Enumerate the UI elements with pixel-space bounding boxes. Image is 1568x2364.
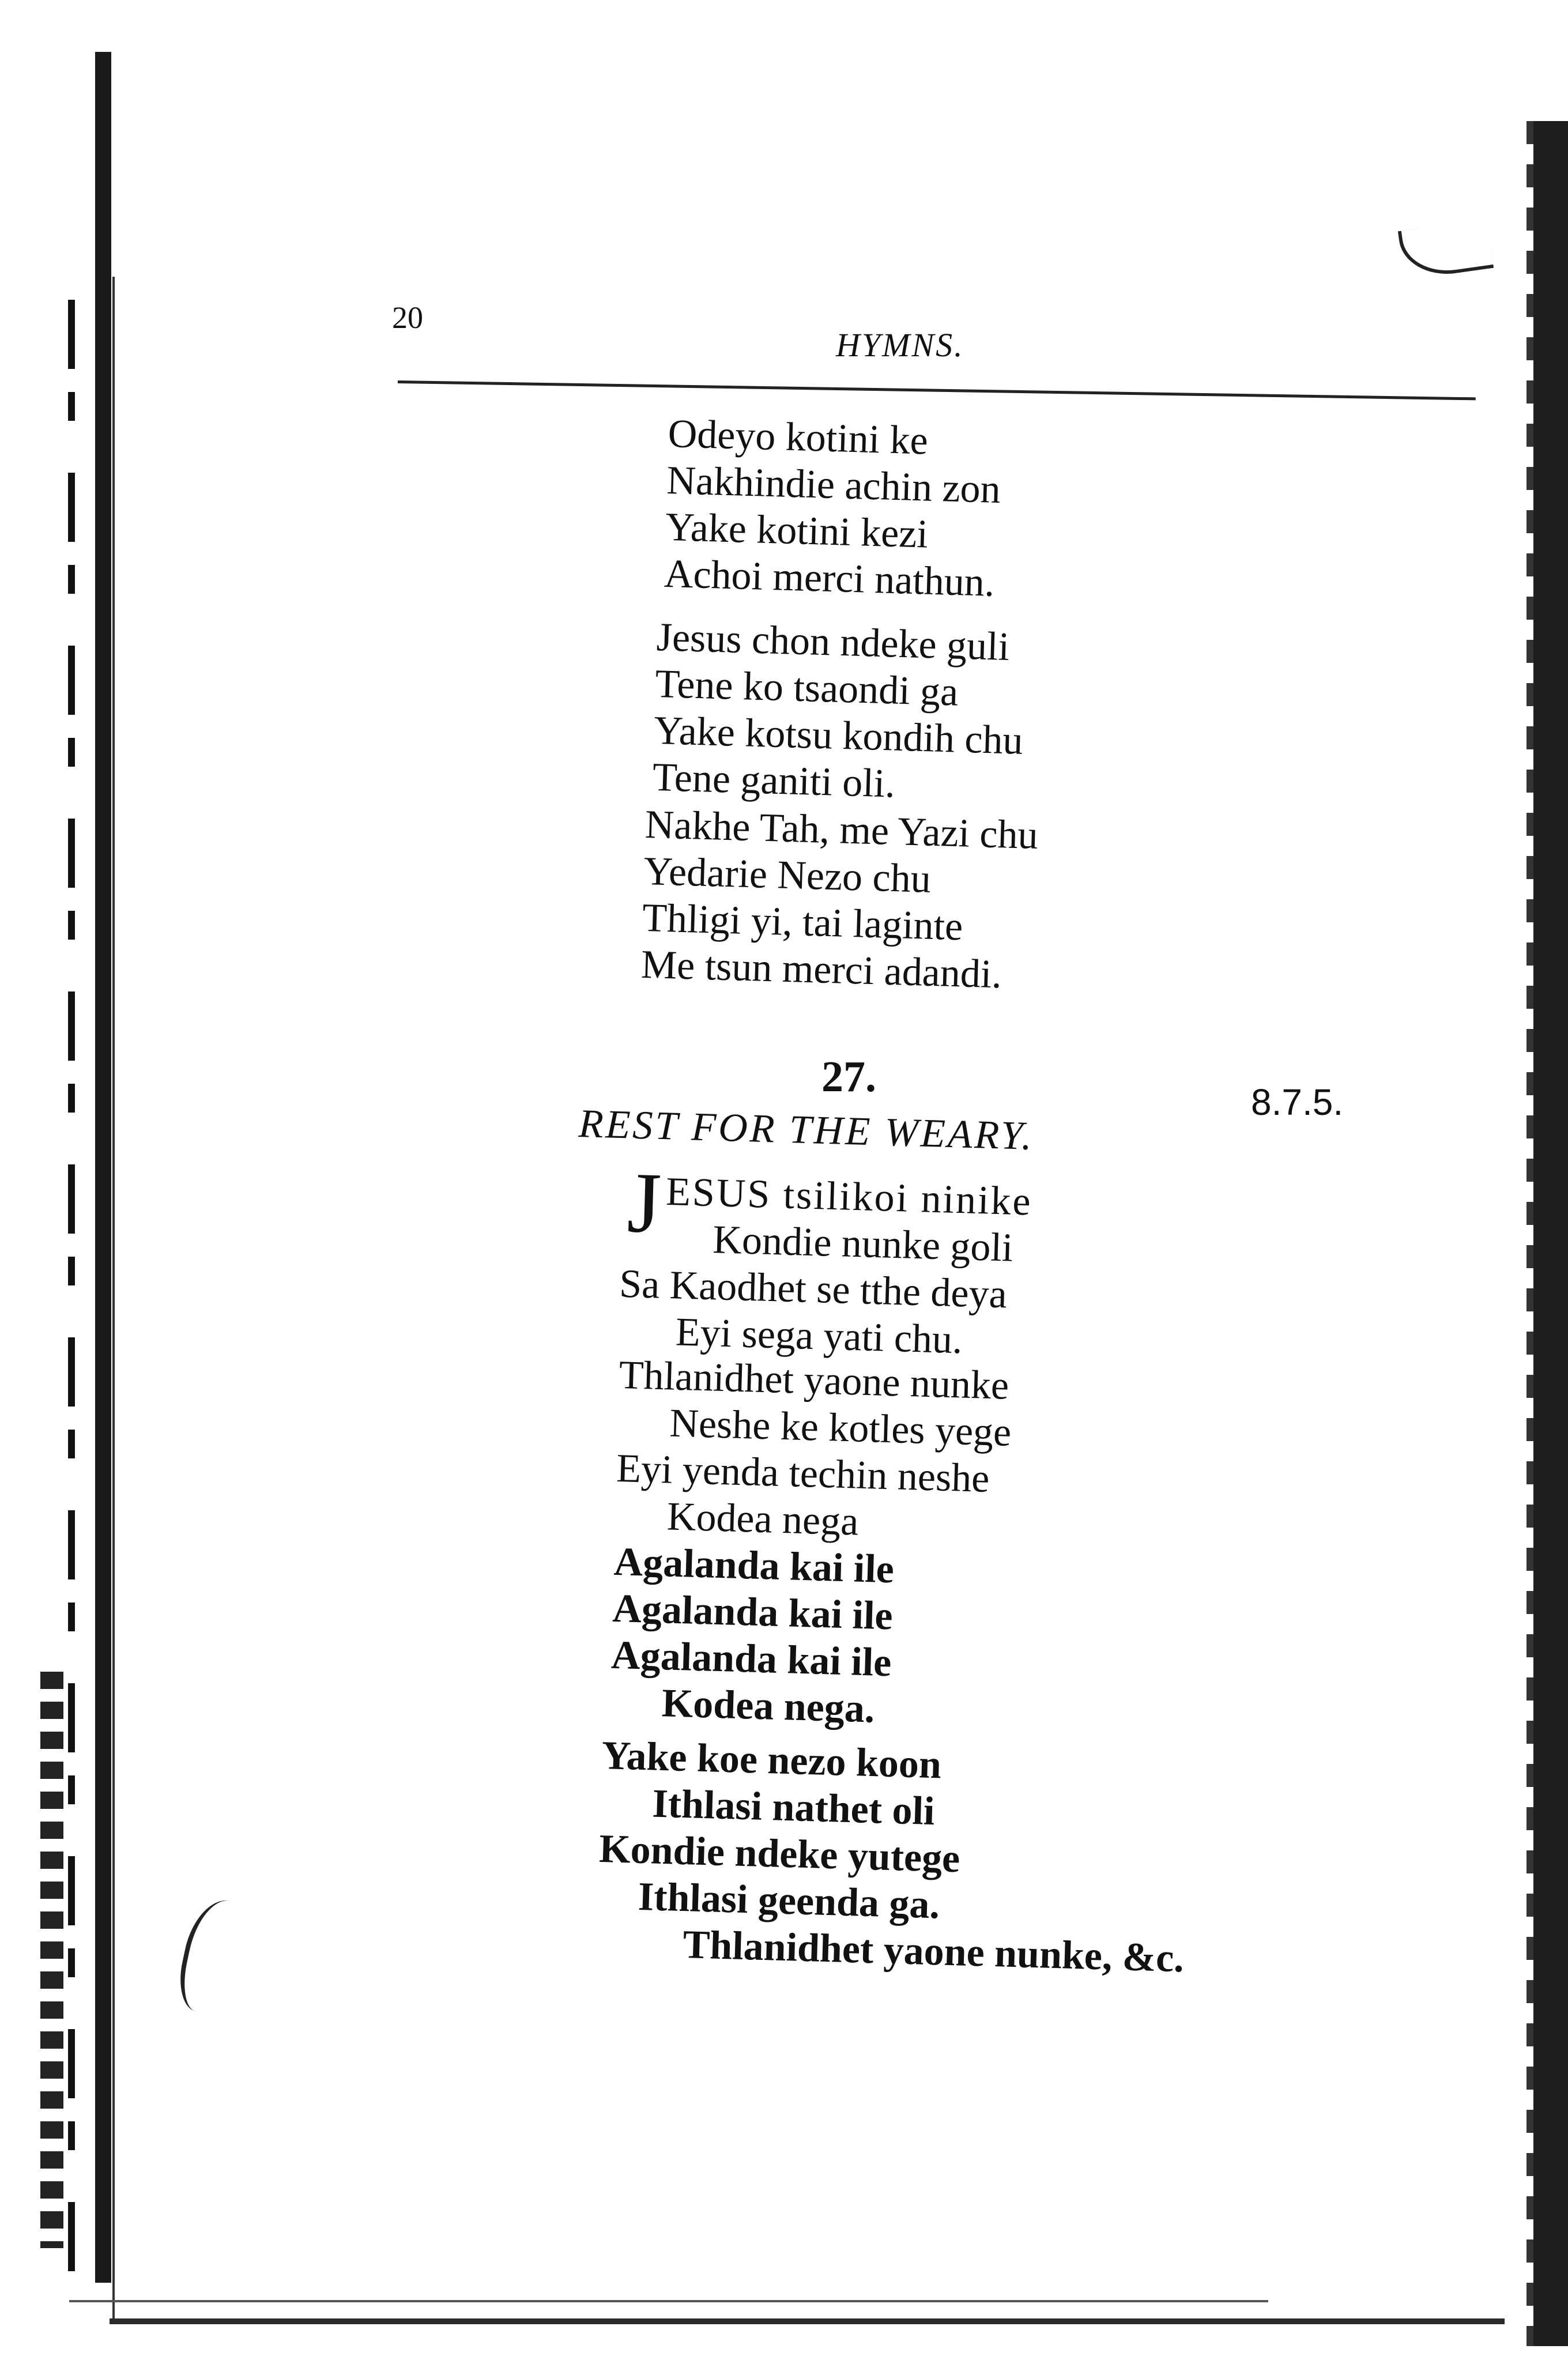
stanza-line: Me tsun merci adandi.: [640, 942, 1002, 997]
hymn-chorus: [609, 1352, 1013, 1736]
stanza-line: Tene ganiti oli.: [652, 755, 896, 806]
chorus-line: Kodea nega.: [661, 1681, 876, 1732]
hymn-number: 27.: [821, 1053, 876, 1101]
scan-edge-left-marks-lower: [40, 1672, 63, 2248]
page-frame-line: [112, 277, 115, 2320]
verse-line: Ithlasi geenda ga.: [637, 1874, 941, 1928]
hymn-verse-2: [596, 1732, 1190, 1982]
stanza-line: Yedarie Nezo chu: [643, 849, 932, 902]
stanza-continued-3: [640, 801, 1039, 999]
pencil-mark: [1398, 219, 1494, 281]
running-head: HYMNS.: [836, 326, 964, 364]
stanza-line: Achoi merci nathun.: [664, 551, 996, 605]
verse-line: Eyi sega yati chu.: [674, 1310, 963, 1363]
first-line-text: ESUS tsilikoi ninike: [665, 1169, 1033, 1224]
verse-line: Ithlasi nathet oli: [651, 1781, 936, 1834]
pencil-bracket: [173, 1894, 235, 2015]
verse-line: Sa Kaodhet se tthe deya: [619, 1261, 1008, 1317]
scan-bottom-line: [69, 2300, 1268, 2302]
scan-edge-right: [1533, 121, 1568, 2346]
stanza-line: Tene ko tsaondi ga: [654, 661, 959, 715]
stanza-line: Yake kotini kezi: [665, 504, 929, 557]
stanza-continued-1: [664, 410, 1002, 606]
stanza-continued-2: [652, 614, 1026, 811]
scan-edge-left-marks: [68, 300, 75, 2288]
chorus-line: Neshe ke kotles yege: [669, 1401, 1012, 1456]
header-rule: [398, 380, 1476, 400]
stanza-line: Thligi yi, tai laginte: [642, 895, 964, 949]
verse-line: Kondie nunke goli: [712, 1217, 1014, 1270]
hymn-verse-1: [619, 1155, 1033, 1365]
chorus-line: Kodea nega: [666, 1494, 860, 1544]
stanza-line: Nakhindie achin zon: [666, 458, 1001, 512]
chorus-line: Agalanda kai ile: [612, 1586, 894, 1639]
stanza-line: Nakhe Tah, me Yazi chu: [644, 802, 1039, 858]
scan-edge-right-marks: [1526, 121, 1533, 2346]
scan-edge-left: [95, 52, 111, 2283]
stanza-line: Odeyo kotini ke: [667, 411, 929, 463]
verse-line: Yake koe nezo koon: [601, 1733, 942, 1788]
page-number: 20: [392, 300, 423, 335]
stanza-line: Yake kotsu kondih chu: [653, 708, 1024, 763]
chorus-line: Agalanda kai ile: [610, 1632, 892, 1686]
chorus-line: Eyi yenda techin neshe: [616, 1446, 990, 1501]
chorus-line: Agalanda kai ile: [613, 1539, 895, 1592]
hymn-metre: 8.7.5.: [1251, 1081, 1344, 1123]
hymn-title: REST FOR THE WEARY.: [578, 1101, 1035, 1159]
drop-cap: J: [625, 1155, 662, 1251]
scan-bottom-border: [110, 2318, 1505, 2324]
verse-line: Kondie ndeke yutege: [598, 1826, 961, 1882]
chorus-line: Thlanidhet yaone nunke: [618, 1352, 1010, 1408]
refrain-cue: Thlanidhet yaone nunke, &c.: [682, 1922, 1185, 1981]
stanza-line: Jesus chon ndeke guli: [655, 614, 1011, 670]
